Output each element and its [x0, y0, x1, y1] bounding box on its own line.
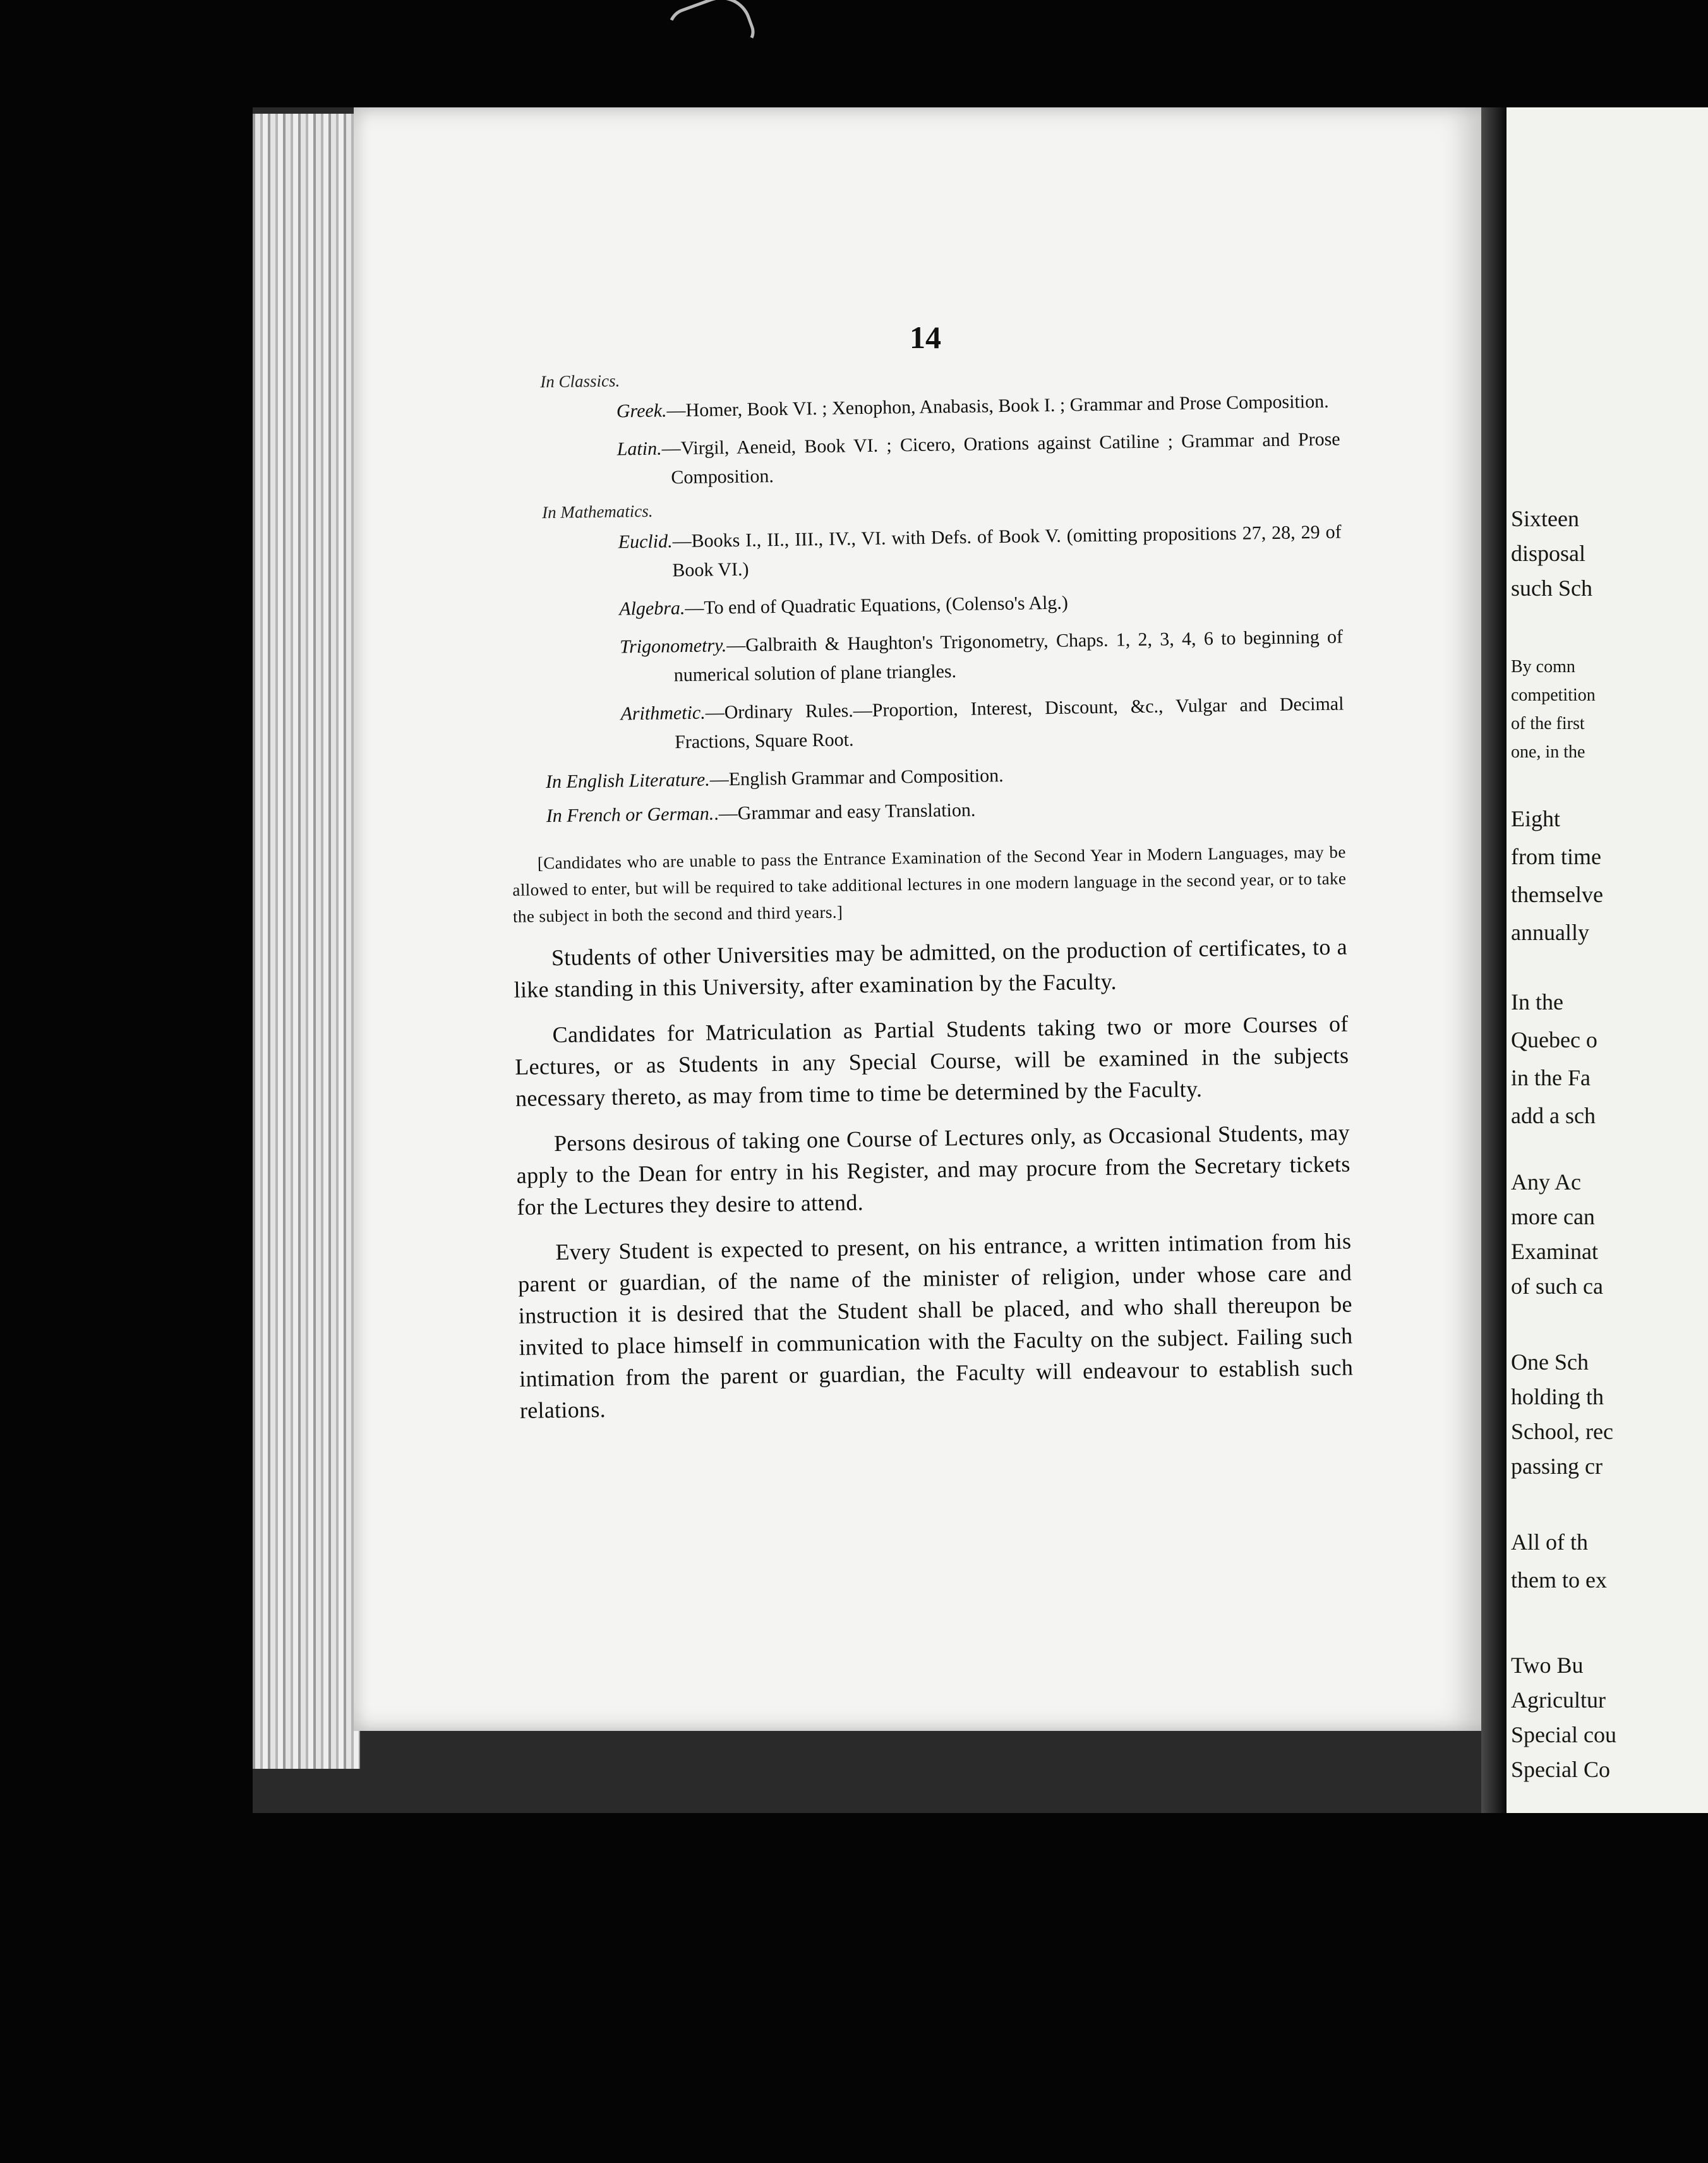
entry-label: In English Literature.	[545, 769, 710, 793]
entry-label: Greek.	[616, 400, 667, 422]
entry-text: —English Grammar and Composition.	[709, 765, 1004, 790]
left-page-content	[505, 361, 1354, 1440]
right-page-line: Quebec o	[1511, 1027, 1597, 1052]
entry-text: .—Grammar and easy Translation.	[714, 799, 976, 824]
scan-mark	[663, 0, 759, 69]
entry-label: Arithmetic.	[620, 702, 706, 725]
book-gutter	[1481, 107, 1507, 1813]
right-page-line: In the	[1511, 989, 1563, 1015]
right-page-line: Special cou	[1511, 1722, 1616, 1747]
entry-label: Latin.	[616, 438, 662, 460]
entry-trigonometry	[509, 623, 1344, 692]
right-page-line: Examinat	[1511, 1239, 1598, 1264]
entry-label: Trigonometry.	[619, 635, 727, 658]
right-page-line: Two Bu	[1511, 1653, 1584, 1678]
right-page-line: By comn	[1511, 657, 1575, 677]
right-page-line: add a sch	[1511, 1103, 1596, 1128]
right-page-line: passing cr	[1511, 1454, 1603, 1479]
section-heading-mathematics: In Mathematics.	[541, 501, 653, 522]
entry-label: Algebra.	[619, 598, 685, 620]
right-page	[1507, 107, 1708, 1813]
paragraph-other-universities: Students of other Universities may be admitted, on the production of certificates, to a like standing in this University, after examination by the Faculty.	[514, 934, 1348, 1003]
right-page-line: One Sch	[1511, 1349, 1589, 1375]
right-page-line: Agricultur	[1511, 1687, 1606, 1713]
right-page-line: Special Co	[1511, 1757, 1610, 1782]
entry-text: —Virgil, Aeneid, Book VI. ; Cicero, Orations against Catiline ; Grammar and Prose Composition.	[661, 428, 1340, 488]
entry-arithmetic	[510, 690, 1344, 759]
right-page-line: All of th	[1511, 1529, 1588, 1555]
right-page-line: holding th	[1511, 1384, 1604, 1409]
right-page-line: Eight	[1511, 806, 1560, 831]
entry-text: —To end of Quadratic Equations, (Colenso's Alg.)	[685, 592, 1069, 619]
right-page-line: one, in the	[1511, 742, 1585, 762]
entry-text: —Books I., II., III., IV., VI. with Defs. of Book V. (omitting propositions 27, 28, 29 of Book VI.)	[672, 521, 1342, 581]
entry-greek	[506, 387, 1340, 428]
entry-label: In French or German.	[546, 803, 714, 827]
entry-english-literature	[511, 757, 1345, 797]
right-page-line: School, rec	[1511, 1419, 1613, 1444]
right-page-line: themselve	[1511, 882, 1603, 907]
right-page-line: disposal	[1511, 541, 1586, 566]
right-page-line: such Sch	[1511, 575, 1592, 601]
entry-latin	[506, 425, 1340, 495]
entry-text: —Homer, Book VI. ; Xenophon, Anabasis, Book I. ; Grammar and Prose Composition.	[666, 390, 1329, 421]
right-page-line: Any Ac	[1511, 1169, 1581, 1195]
section-heading-classics: In Classics.	[539, 371, 620, 392]
bracketed-note: [Candidates who are unable to pass the Entrance Examination of the Second Year in Modern Languages, may be allowed to enter, but will be required to take additional lectures in one modern language in the second year, or to take the subject in both the second and third years.]	[512, 842, 1347, 926]
right-page-line: Sixteen	[1511, 506, 1579, 531]
right-page-line: in the Fa	[1511, 1065, 1591, 1090]
entry-algebra	[508, 585, 1343, 625]
right-page-line: competition	[1511, 685, 1596, 705]
page-number: 14	[910, 320, 941, 355]
right-page-line: them to ex	[1511, 1567, 1607, 1593]
entry-text: —Ordinary Rules.—Proportion, Interest, Discount, &c., Vulgar and Decimal Fractions, Square Root.	[674, 693, 1344, 753]
paragraph-partial-students: Candidates for Matriculation as Partial Students taking two or more Courses of Lectures, or as Students in any Special Course, will be examined in the subjects necessary thereto, as may from time to time be determined by the Faculty.	[515, 1011, 1349, 1111]
entry-text: —Galbraith & Haughton's Trigonometry, Chaps. 1, 2, 3, 4, 6 to beginning of numerical solution of plane triangles.	[673, 626, 1344, 686]
right-page-line: from time	[1511, 844, 1601, 869]
entry-label: Euclid.	[618, 531, 673, 553]
right-page-line: annually	[1511, 920, 1589, 945]
paragraph-occasional-students: Persons desirous of taking one Course of Lectures only, as Occasional Students, may apply to the Dean for entry in his Register, and may procure from the Secretary tickets for the Lectures they desire to attend.	[516, 1119, 1350, 1220]
right-page-line: more can	[1511, 1204, 1595, 1229]
right-page-line: of the first	[1511, 714, 1585, 733]
right-page-line: of such ca	[1511, 1274, 1603, 1299]
entry-french-german	[511, 791, 1345, 831]
page-edges	[253, 114, 360, 1769]
paragraph-religious-intimation: Every Student is expected to present, on his entrance, a written intimation from his parent or guardian, of the name of the minister of religion, under whose care and instruction it is desired that the Student shall be placed, and who shall thereupon be invited to place himself in communication with the Faculty on the subject. Failing such intimation from the parent or guardian, the Faculty will endeavour to establish such relations.	[517, 1228, 1354, 1423]
entry-euclid	[507, 518, 1342, 587]
